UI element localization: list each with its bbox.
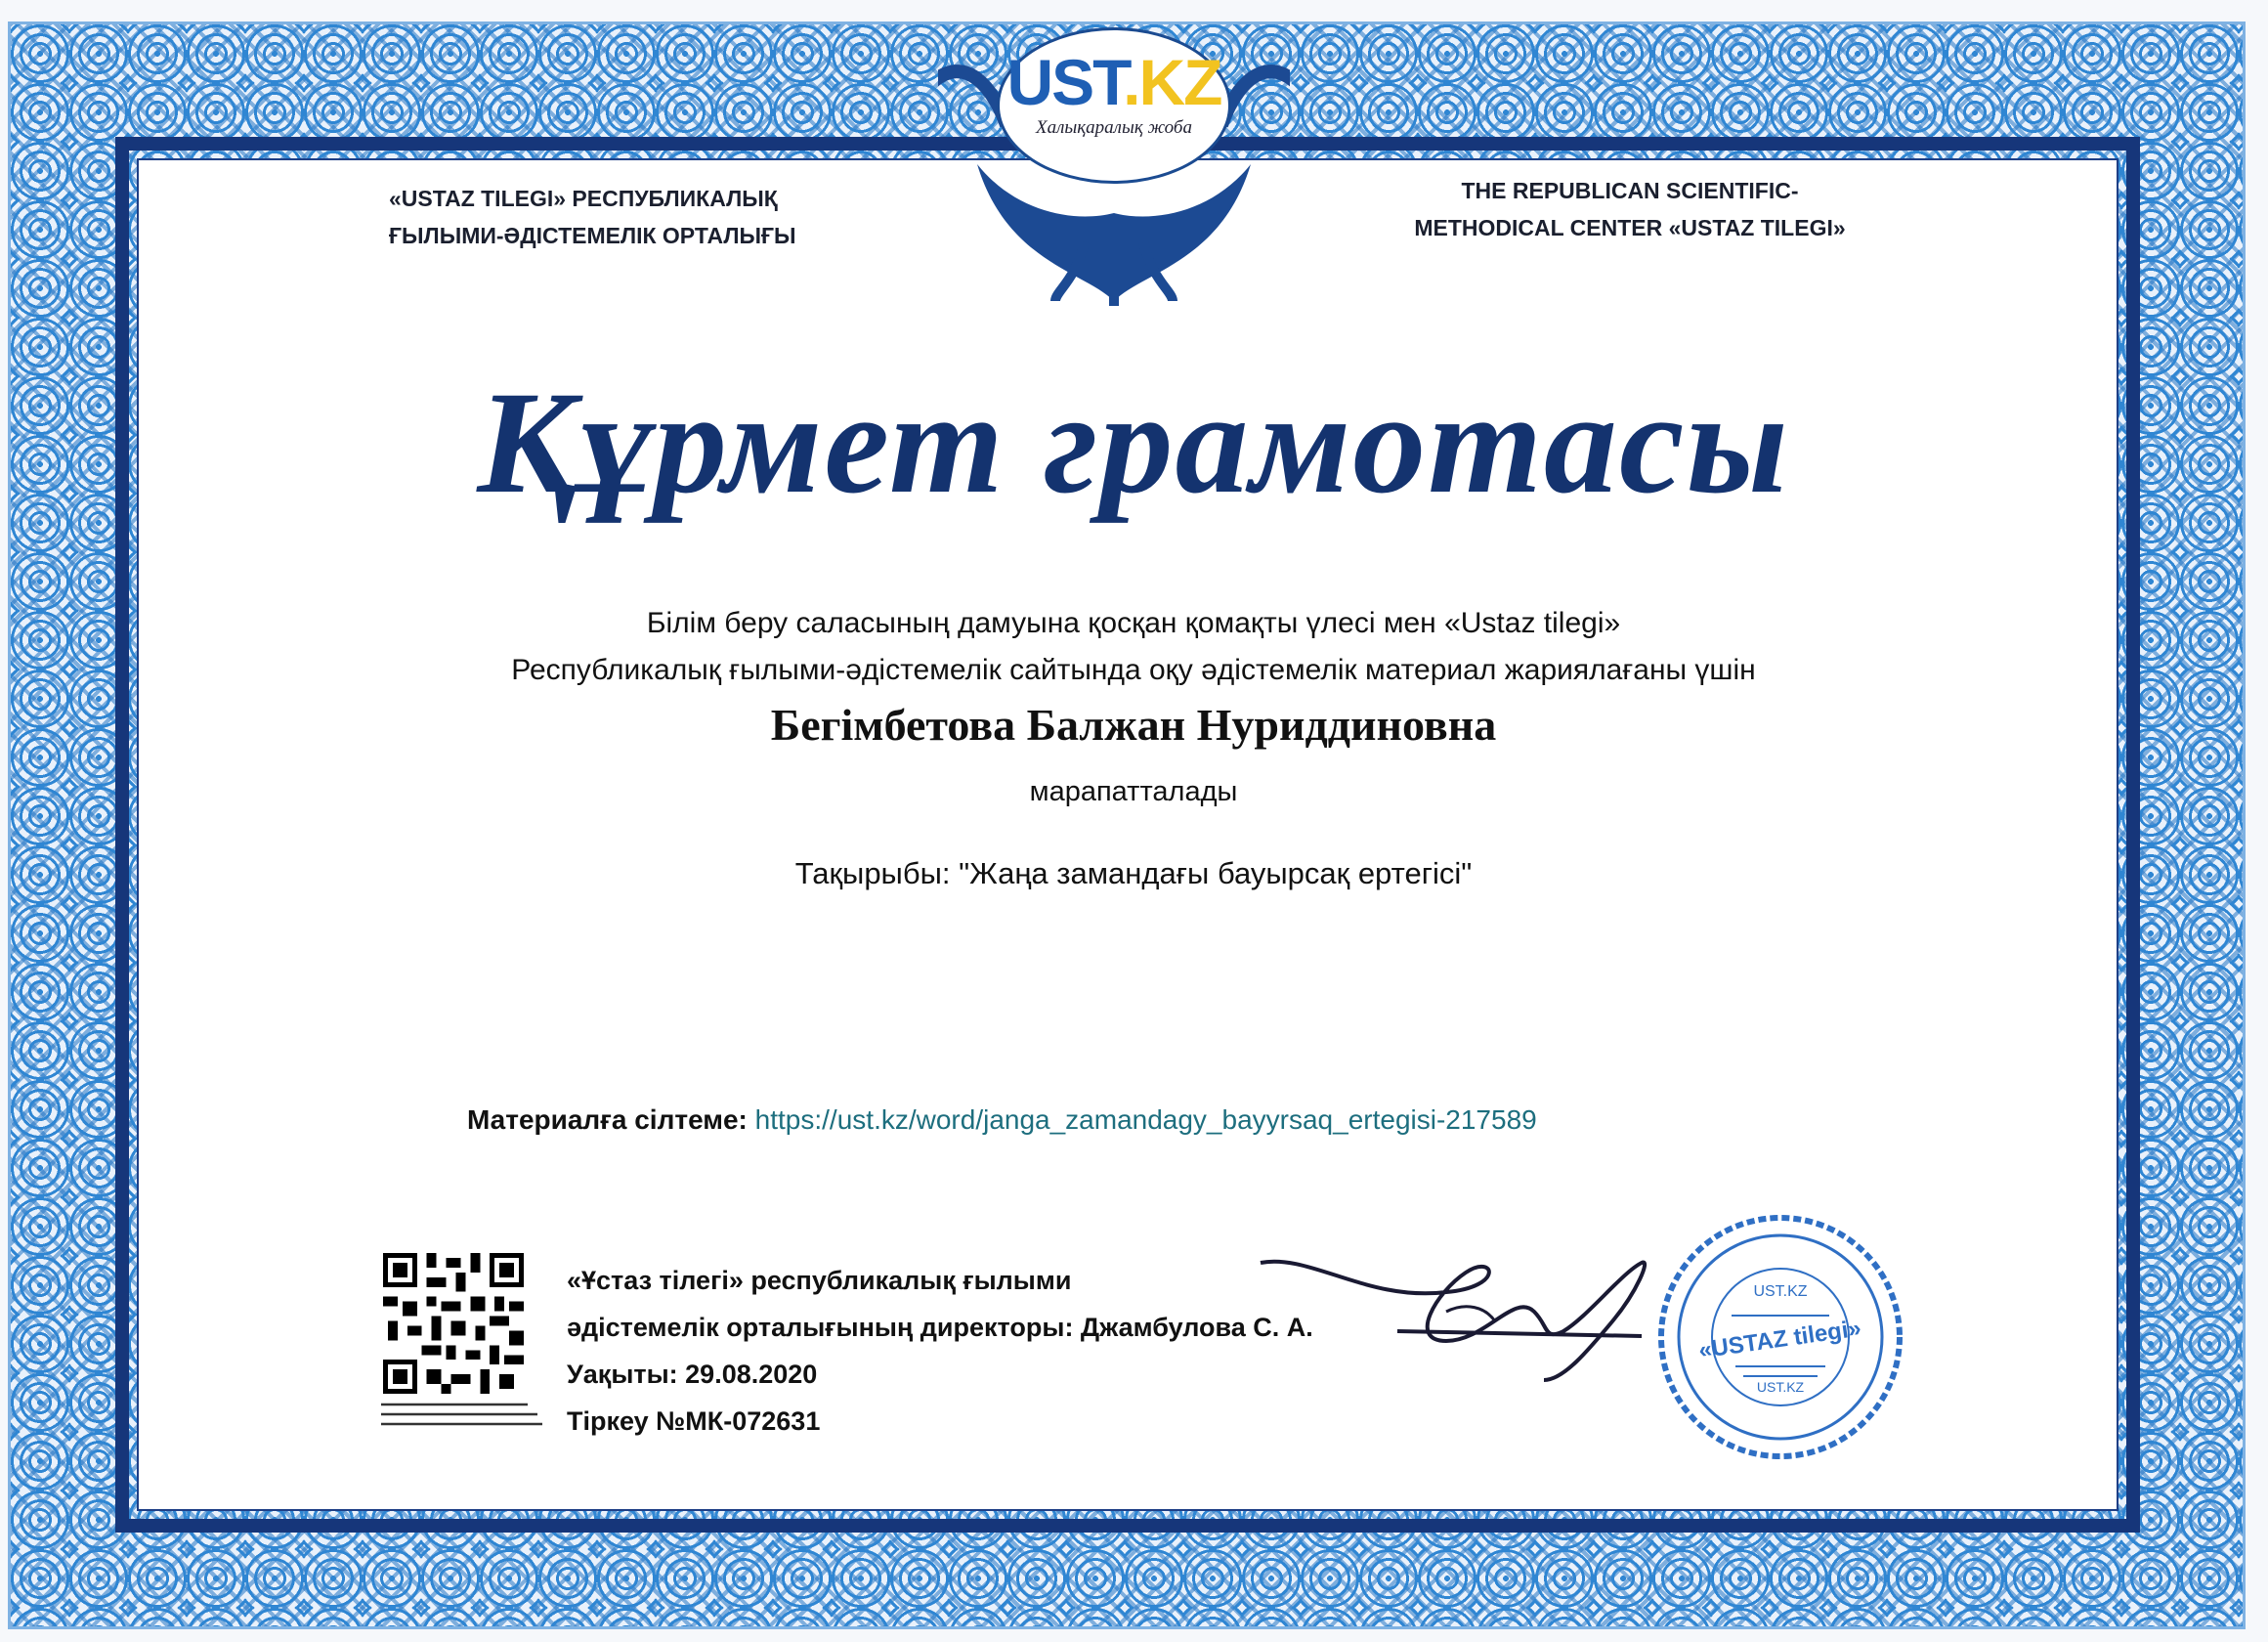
signature-icon	[1251, 1233, 1661, 1390]
qr-code-icon	[383, 1253, 524, 1394]
issue-date: Уақыты: 29.08.2020	[567, 1360, 818, 1389]
logo-text: UST.KZ	[1006, 46, 1221, 118]
org-en-line2: METHODICAL CENTER «USTAZ TILEGI»	[1414, 215, 1846, 240]
logo-badge	[997, 27, 1231, 184]
reason-line2: Республикалық ғылыми-әдістемелік сайтында оқу әдістемелік материал жариялағаны үшін	[511, 654, 1756, 686]
stamp-top-text: UST.KZ	[1753, 1283, 1808, 1300]
material-link-url[interactable]: https://ust.kz/word/janga_zamandagy_bayyrsaq_ertegisi-217589	[754, 1104, 1537, 1135]
reason-line1: Білім беру саласының дамуына қосқан қомақты үлесі мен «Ustaz tilegi»	[646, 607, 1621, 639]
recipient-name: Бегімбетова Балжан Нуриддиновна	[770, 700, 1497, 750]
registration-number: Тіркеу №МК-072631	[567, 1406, 821, 1436]
certificate-title: Құрмет грамотасы	[477, 362, 1790, 524]
material-link-label: Материалға сілтеме:	[467, 1104, 748, 1135]
org-kz-line2: ҒЫЛЫМИ-ӘДІСТЕМЕЛІК ОРТАЛЫҒЫ	[389, 223, 796, 248]
round-stamp-icon	[1653, 1210, 1907, 1464]
org-name-english	[1395, 172, 1864, 246]
director-line2: әдістемелік орталығының директоры: Джамбулова С. А.	[567, 1313, 1313, 1342]
org-name-kazakh	[389, 180, 838, 254]
org-en-line1: THE REPUBLICAN SCIENTIFIC-	[1461, 178, 1799, 203]
qr-caption-scribble	[381, 1400, 547, 1436]
org-kz-line1: «USTAZ TILEGI» РЕСПУБЛИКАЛЫҚ	[389, 186, 778, 211]
ust-kz-logo	[938, 18, 1290, 311]
director-line1: «Ұстаз тілегі» республикалық ғылыми	[567, 1266, 1072, 1295]
topic-text: Тақырыбы: "Жаңа замандағы бауырсақ ертегісі"	[794, 856, 1473, 890]
stamp-center-text: «USTAZ tilegi»	[1696, 1315, 1863, 1364]
award-reason	[293, 600, 1974, 694]
material-link-row	[467, 1101, 1835, 1140]
stamp-bottom-text: UST.KZ	[1756, 1379, 1805, 1395]
awarded-text: марапатталады	[1029, 776, 1238, 807]
logo-subtitle: Халықаралық жоба	[1036, 117, 1192, 138]
